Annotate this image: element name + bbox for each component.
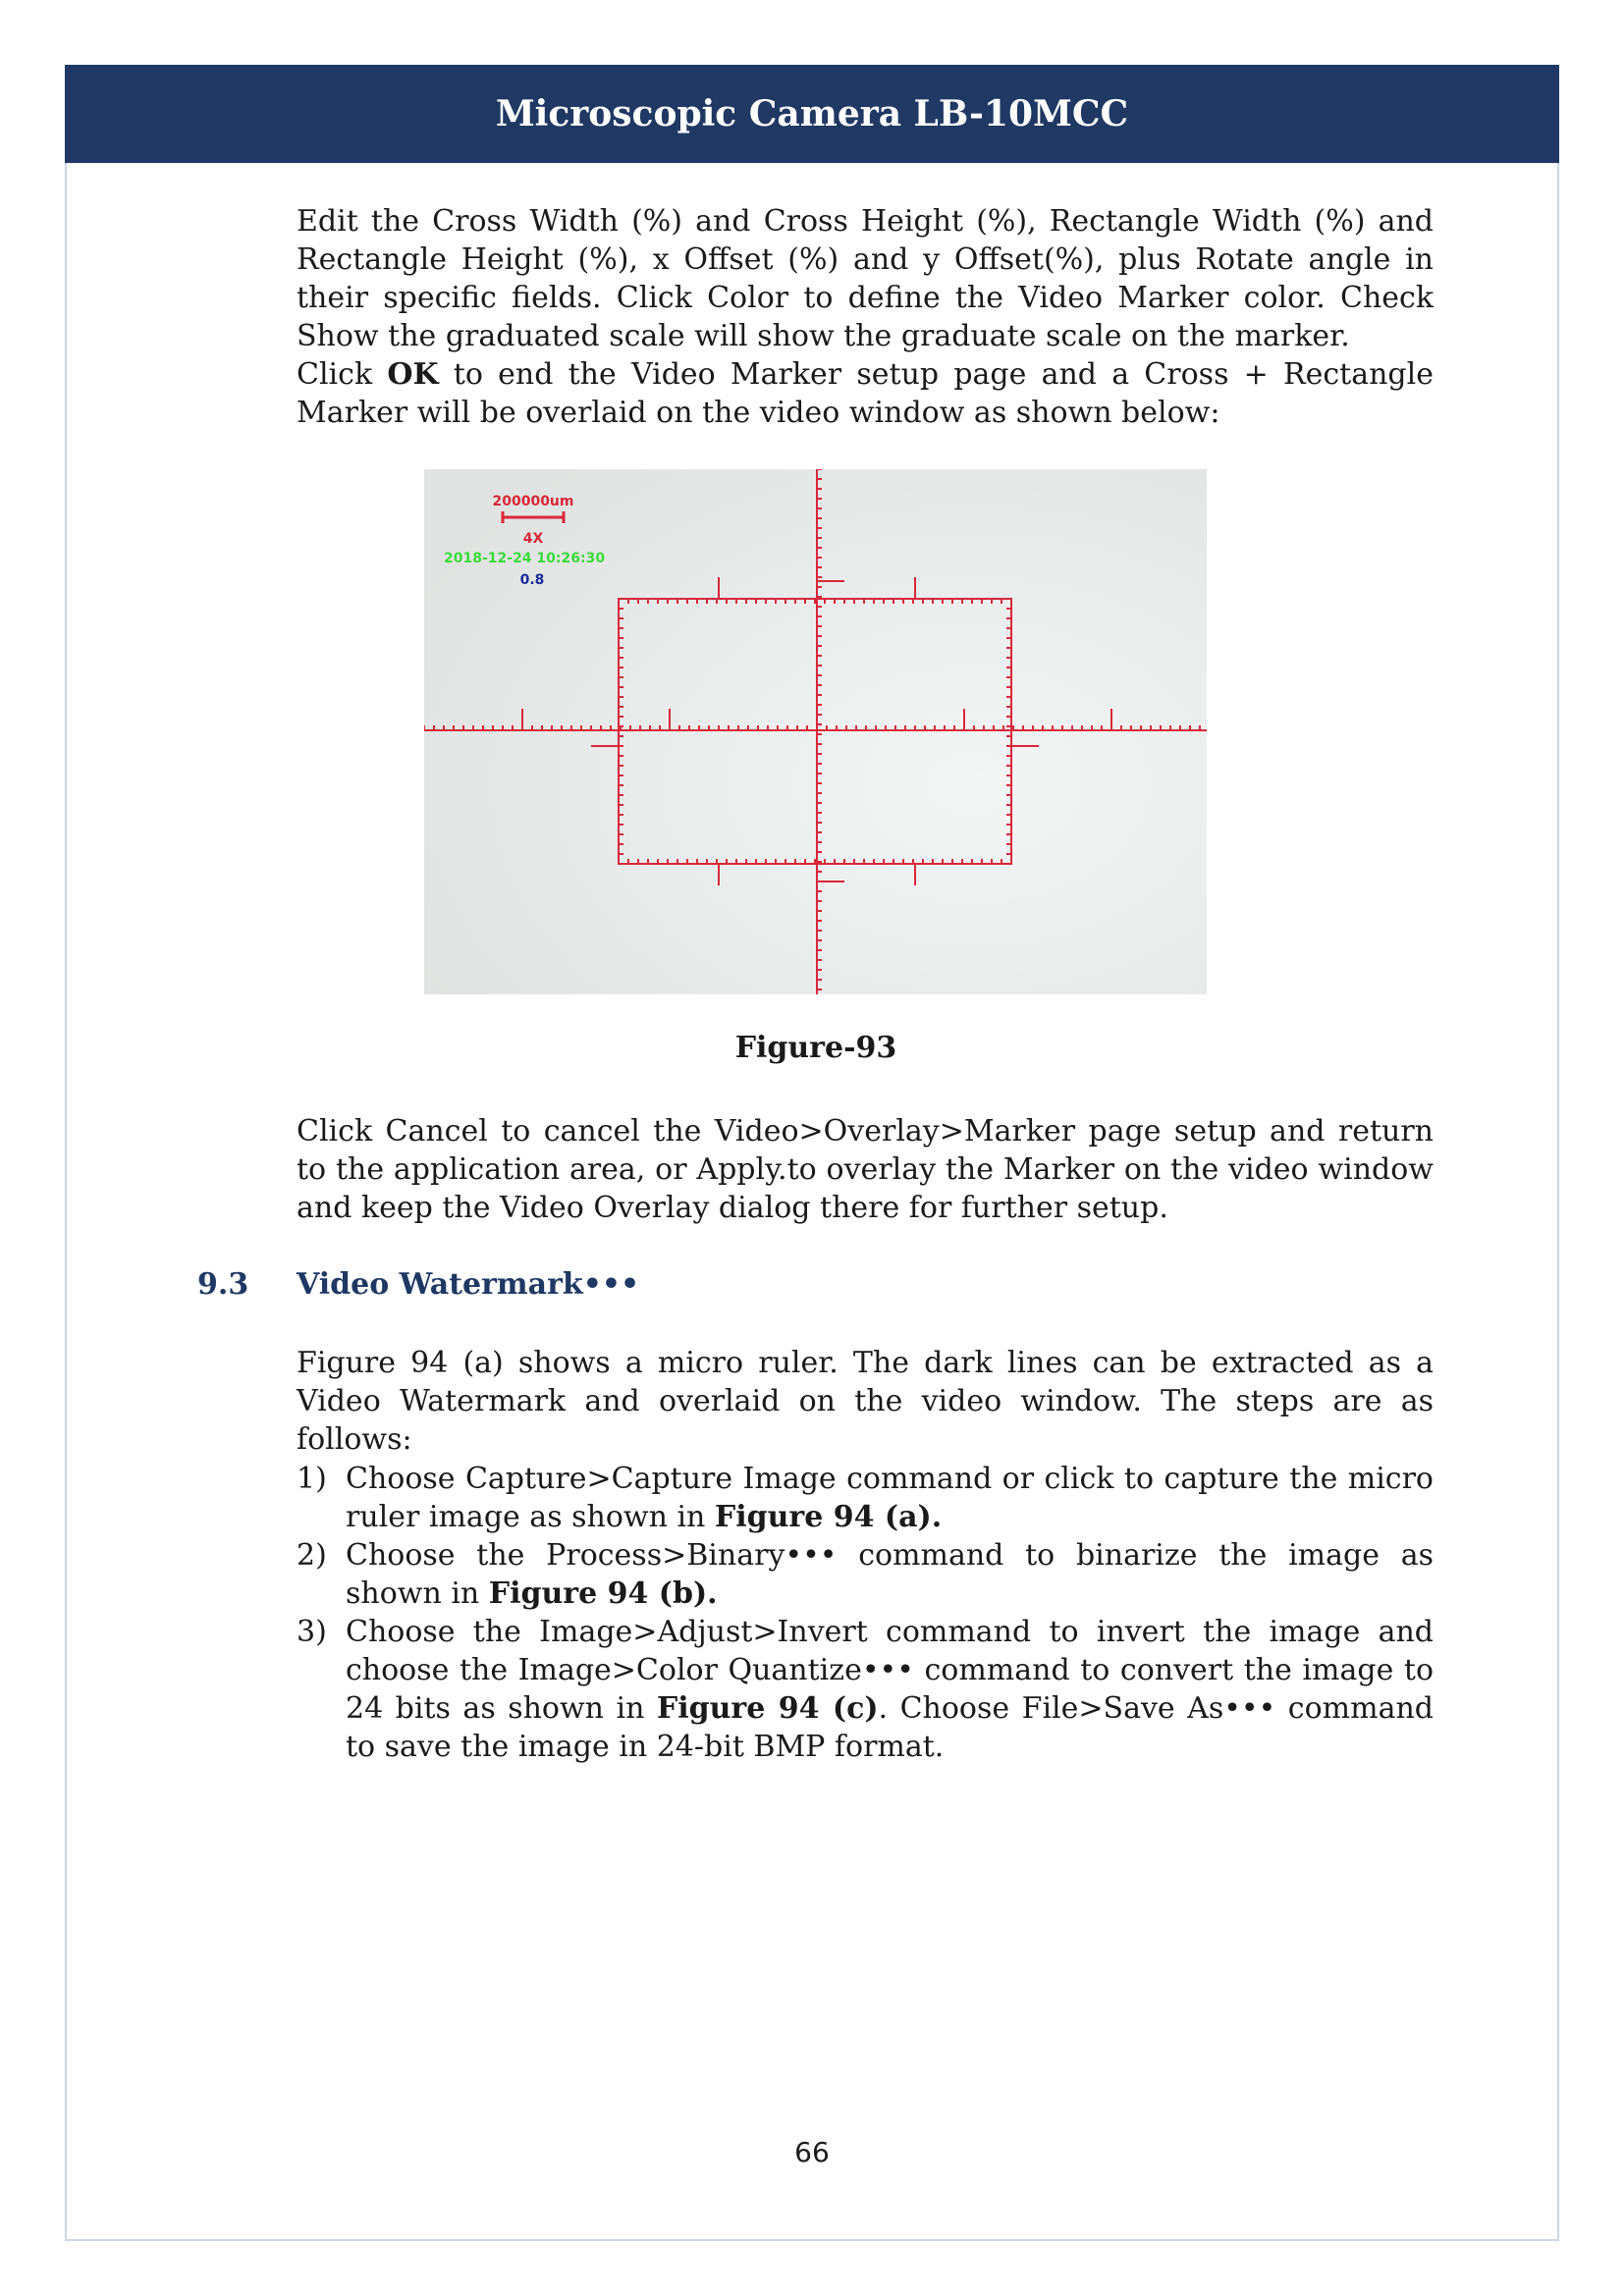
step-number: 1)	[297, 1462, 327, 1496]
video-background	[424, 469, 1207, 994]
intro-paragraph-2-pre: Click	[297, 357, 388, 392]
step-figure-ref: Figure 94 (a).	[714, 1500, 943, 1534]
magnification-label: 4X	[522, 531, 544, 547]
document-title: Microscopic Camera LB-10MCC	[495, 93, 1129, 134]
scale-label: 200000um	[492, 494, 574, 509]
step-number: 2)	[297, 1538, 327, 1573]
intro-paragraph-2-post: to end the Video Marker setup page and a Cross + Rectangle Marker will be overlaid on the video window as shown below:	[297, 357, 1434, 430]
ok-label: OK	[387, 357, 439, 392]
after-figure-paragraph: Click Cancel to cancel the Video>Overlay>Marker page setup and return to the application area, or Apply.to overlay the Marker on the video window and keep the Video Overlay dialog there for further setup.	[297, 1114, 1434, 1225]
intro-paragraph-1: Edit the Cross Width (%) and Cross Height (%), Rectangle Width (%) and Rectangle Height (%), x Offset (%) and y Offset(%), plus Rotate angle in their specific fields. Click Color to define the Video Marker color. Check Show the graduated scale will show the graduate scale on the marker.	[297, 204, 1434, 353]
section-title: Video Watermark•••	[297, 1267, 640, 1302]
step-number: 3)	[297, 1615, 327, 1649]
step-figure-ref: Figure 94 (c)	[656, 1691, 879, 1726]
step-text: Choose Capture>Capture Image command or click to capture the micro ruler image as shown in	[346, 1462, 1434, 1534]
list-item	[297, 1536, 1434, 1613]
intro-paragraph-2	[297, 355, 1434, 432]
step-text: Choose the Image>Adjust>Invert command to invert the image and choose the Image>Color Quantize••• command to convert the image to 24 bits as shown in	[346, 1615, 1434, 1726]
figure-caption: Figure-93	[734, 1031, 897, 1065]
step-text-post: . Choose File>Save As••• command to save the image in 24-bit BMP format.	[346, 1691, 1434, 1764]
page-number: 66	[794, 2136, 830, 2168]
step-figure-ref: Figure 94 (b).	[488, 1576, 718, 1611]
list-item	[297, 1460, 1434, 1536]
figure-93-image	[424, 469, 1207, 994]
section-number: 9.3	[197, 1267, 249, 1302]
steps-block	[297, 1460, 1434, 1766]
section-intro-block	[297, 1344, 1434, 1459]
header-band	[65, 65, 1559, 163]
steps-list	[297, 1460, 1434, 1766]
section-intro-paragraph: Figure 94 (a) shows a micro ruler. The dark lines can be extracted as a Video Watermark and overlaid on the video window. The steps are as follows:	[297, 1346, 1434, 1457]
value-label: 0.8	[519, 572, 545, 588]
timestamp-label: 2018-12-24 10:26:30	[444, 551, 606, 566]
list-item	[297, 1613, 1434, 1766]
intro-block	[297, 202, 1434, 432]
after-figure-block	[297, 1112, 1434, 1227]
step-text: Choose the Process>Binary••• command to binarize the image as shown in	[346, 1538, 1434, 1611]
